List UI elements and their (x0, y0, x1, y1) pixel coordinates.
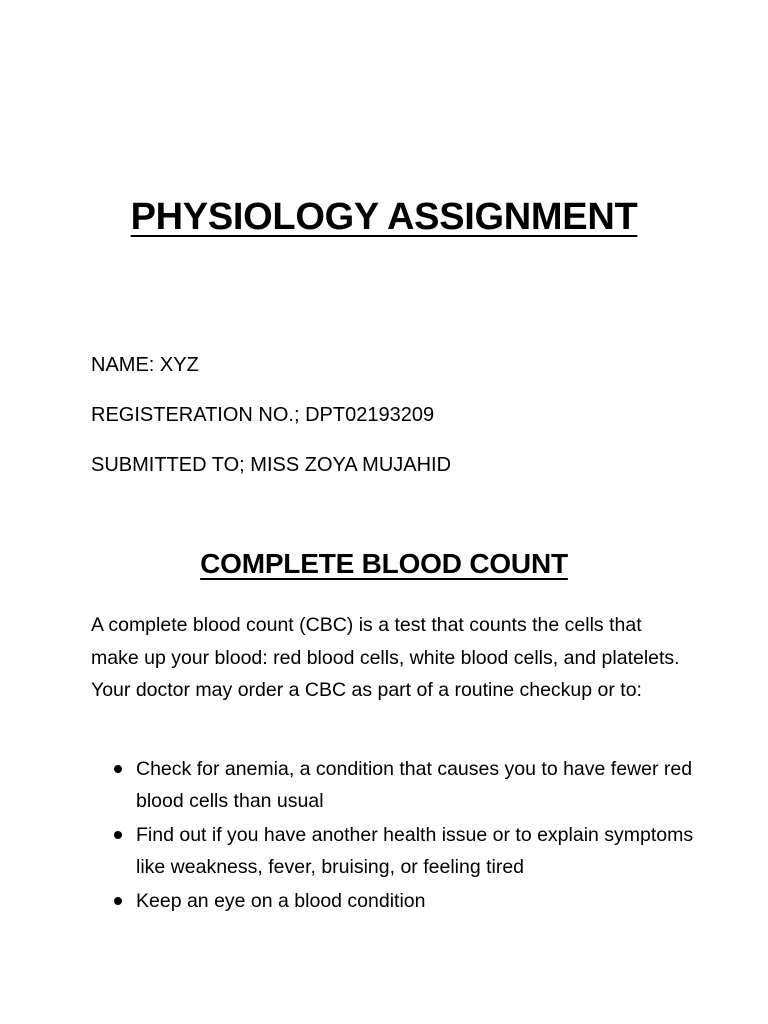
list-item (136, 819, 696, 883)
list-item-text: Keep an eye on a blood condition (136, 890, 426, 912)
bullet-icon (114, 765, 122, 773)
bullet-icon (114, 897, 122, 905)
bullet-icon (114, 831, 122, 839)
list-item-text: Check for anemia, a condition that causes you to have fewer red blood cells than usual (136, 758, 693, 812)
page-title: PHYSIOLOGY ASSIGNMENT (130, 196, 638, 238)
registration-number: REGISTERATION NO.; DPT02193209 (91, 404, 435, 426)
student-name: NAME: XYZ (91, 354, 199, 376)
list-item-text: Find out if you have another health issue or to explain symptoms like weakness, fever, bruising, or feeling tired (136, 824, 694, 878)
list-item (136, 885, 696, 917)
bullet-list (136, 753, 696, 919)
section-heading: COMPLETE BLOOD COUNT (200, 548, 568, 579)
submitted-to: SUBMITTED TO; MISS ZOYA MUJAHID (91, 454, 452, 476)
section-paragraph: A complete blood count (CBC) is a test that counts the cells that make up your blood: red blood cells, white blood cells, and platelets. Your doctor may order a CBC as part of a routine checkup or to: (91, 614, 680, 701)
list-item (136, 753, 696, 817)
